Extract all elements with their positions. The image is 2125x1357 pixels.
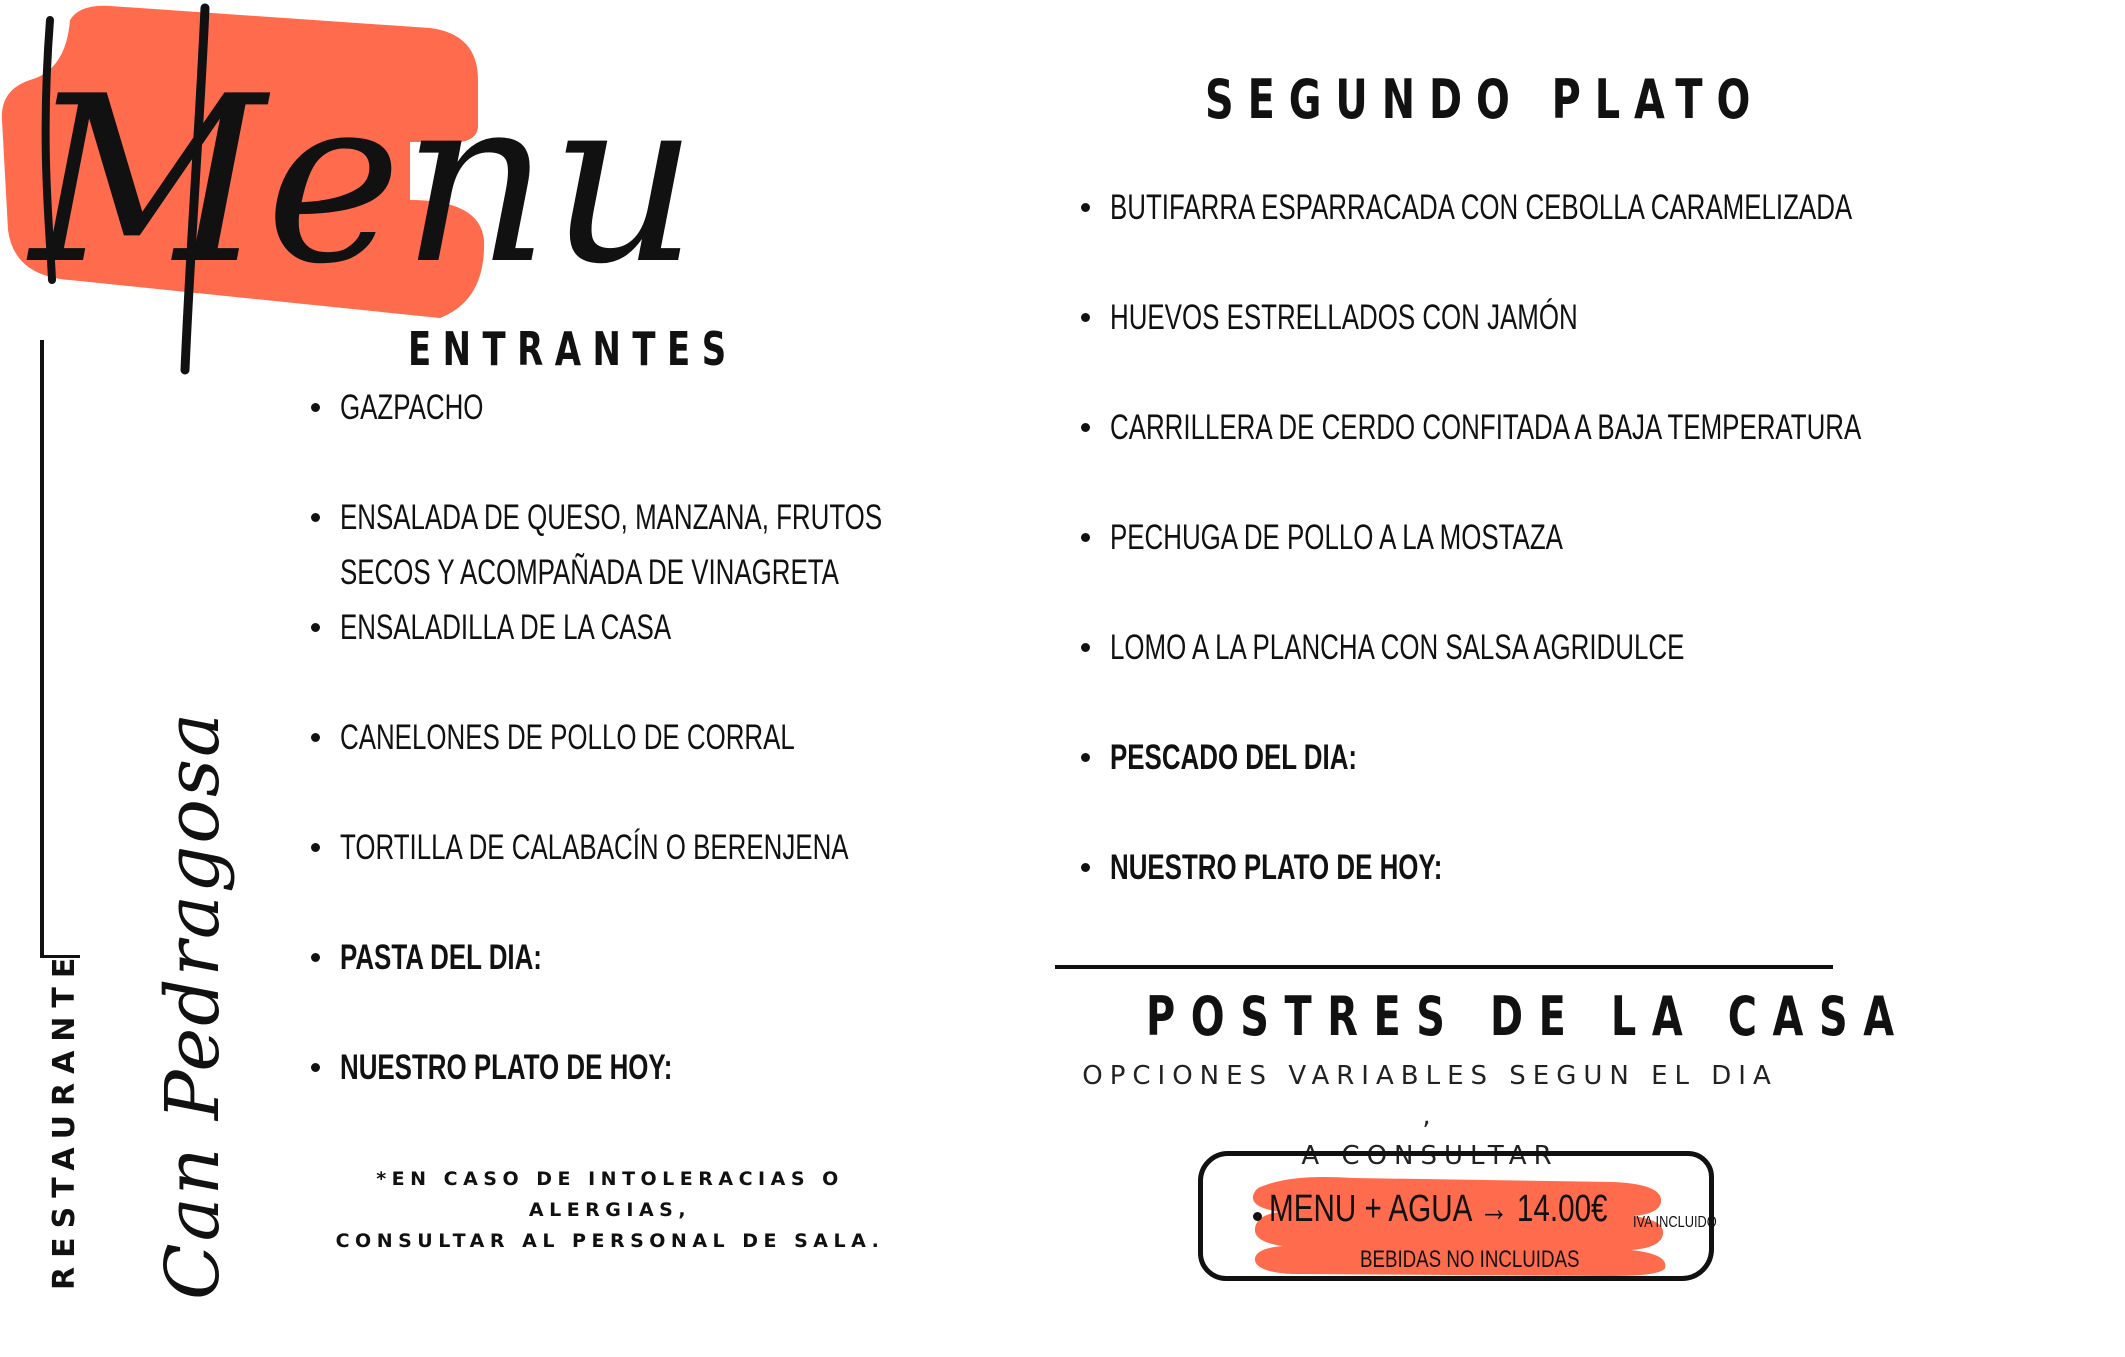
segundo-item: BUTIFARRA ESPARRACADA CON CEBOLLA CARAMELIZADA [1110, 180, 2113, 235]
brand-vertical-line [40, 340, 44, 955]
entrantes-item: TORTILLA DE CALABACÍN O BERENJENA [340, 820, 1027, 875]
entrantes-item: ENSALADA DE QUESO, MANZANA, FRUTOS [340, 490, 1073, 545]
bullet-icon [1081, 753, 1090, 762]
segundo-plato-heading: SEGUNDO PLATO [1205, 68, 1765, 131]
segundo-item: CARRILLERA DE CERDO CONFITADA A BAJA TEMPERATURA [1110, 400, 2125, 455]
bebidas-label: BEBIDAS NO INCLUIDAS [1360, 1246, 1580, 1273]
entrantes-item: CANELONES DE POLLO DE CORRAL [340, 710, 955, 765]
bullet-icon [311, 513, 320, 522]
segundo-item-plato-hoy: NUESTRO PLATO DE HOY: [1110, 840, 1559, 895]
section-divider [1055, 965, 1833, 969]
iva-label: IVA INCLUIDO [1633, 1214, 1717, 1231]
segundo-item: HUEVOS ESTRELLADOS CON JAMÓN [1110, 290, 1742, 345]
entrantes-item: ENSALADILLA DE LA CASA [340, 600, 787, 655]
segundo-item-pescado: PESCADO DEL DIA: [1110, 730, 1444, 785]
postres-subtitle-line: OPCIONES VARIABLES SEGUN EL DIA , [1082, 1061, 1778, 1131]
bullet-icon [311, 953, 320, 962]
bullet-icon [1081, 643, 1090, 652]
bullet-icon [1081, 203, 1090, 212]
segundo-item: LOMO A LA PLANCHA CON SALSA AGRIDULCE [1110, 620, 1886, 675]
bullet-icon [311, 843, 320, 852]
bullet-icon [1253, 1212, 1262, 1221]
postres-subtitle-line: A CONSULTAR [1301, 1141, 1559, 1171]
brand-restaurante-label: RESTAURANTE [47, 948, 82, 1290]
bullet-icon [1081, 533, 1090, 542]
bullet-icon [311, 403, 320, 412]
bullet-icon [1081, 863, 1090, 872]
svg-text:Menu: Menu [30, 48, 698, 315]
entrantes-item-pasta: PASTA DEL DIA: [340, 930, 613, 985]
allergy-note-line: *EN CASO DE INTOLERACIAS O ALERGIAS, [376, 1168, 844, 1221]
allergy-note [290, 1164, 930, 1257]
brand-script-name: Can Pedragosa [150, 710, 236, 1300]
bullet-icon [311, 623, 320, 632]
entrantes-item: GAZPACHO [340, 380, 534, 435]
allergy-note-line: CONSULTAR AL PERSONAL DE SALA. [335, 1230, 885, 1252]
price-text: MENU + AGUA → 14.00€ [1269, 1188, 1608, 1230]
bullet-icon [311, 733, 320, 742]
segundo-item: PECHUGA DE POLLO A LA MOSTAZA [1110, 510, 1722, 565]
price-box [1198, 1151, 1717, 1281]
bullet-icon [1081, 313, 1090, 322]
entrantes-item-continuation: SECOS Y ACOMPAÑADA DE VINAGRETA [340, 553, 839, 592]
entrantes-heading: ENTRANTES [408, 322, 738, 376]
entrantes-item-plato-hoy: NUESTRO PLATO DE HOY: [340, 1040, 789, 1095]
bullet-icon [1081, 423, 1090, 432]
postres-heading: POSTRES DE LA CASA [1146, 985, 1910, 1048]
bullet-icon [311, 1063, 320, 1072]
